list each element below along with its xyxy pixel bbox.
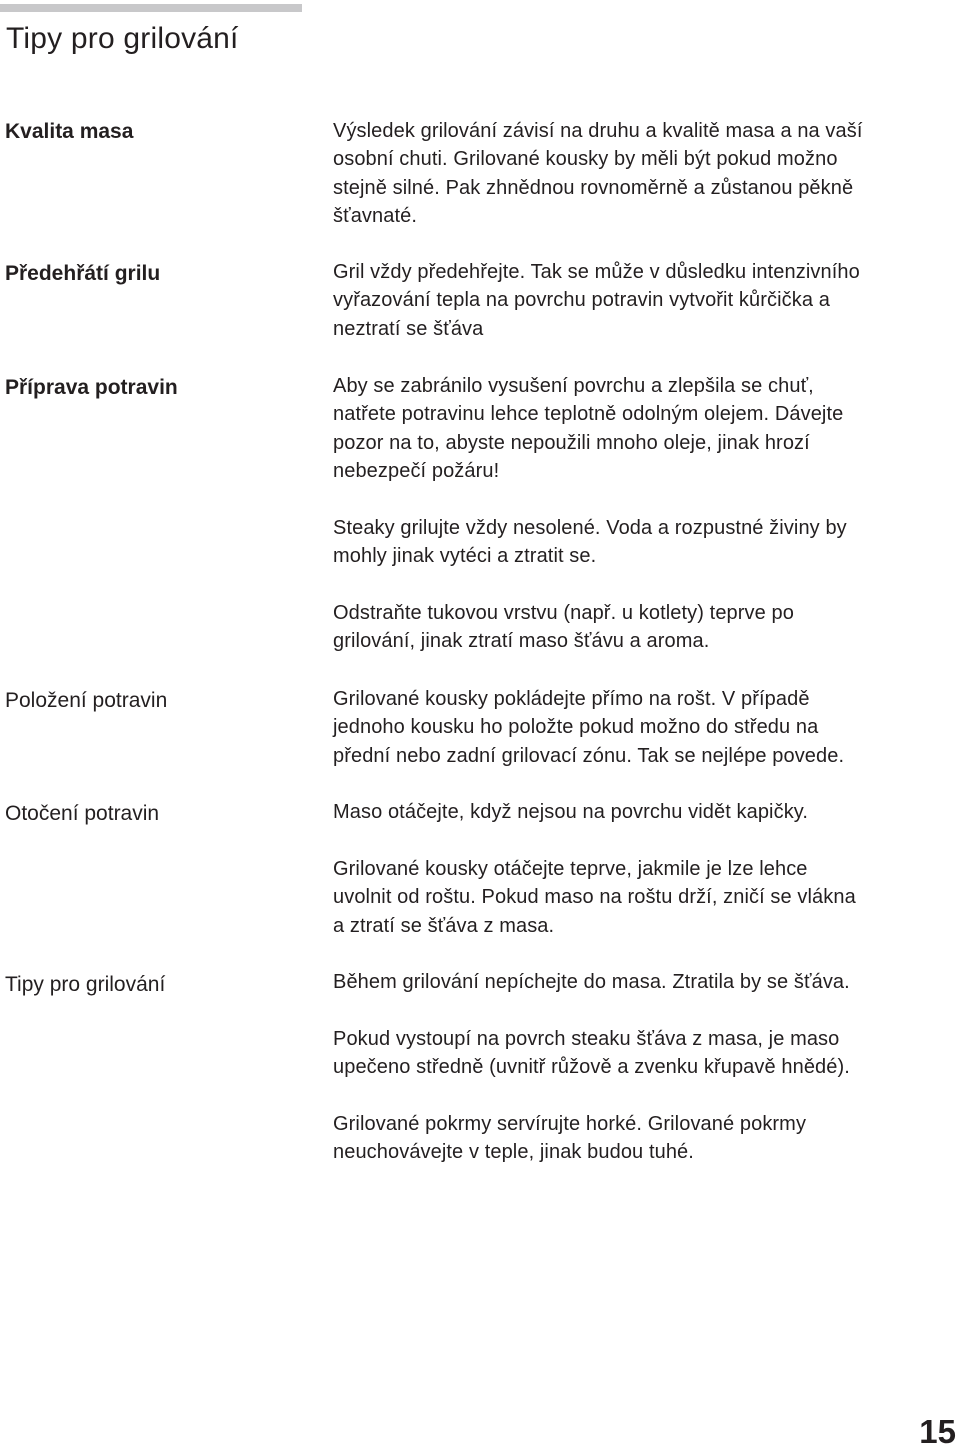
paragraph-otoceni-rost: Grilované kousky otáčejte teprve, jakmile je lze lehce uvolnit od roštu. Pokud maso na roštu drží, zničí se vlákna a ztratí se šťáva z masa.	[333, 858, 856, 937]
section-label-tipy-pro-grilovani: Tipy pro grilování	[5, 973, 166, 996]
section-label-priprava-potravin: Příprava potravin	[5, 376, 178, 399]
paragraph-polozeni-potravin: Grilované kousky pokládejte přímo na rošt. V případě jednoho kousku ho položte pokud možno do středu na přední nebo zadní grilovací zónu. Tak se nejlépe povede.	[333, 688, 845, 767]
paragraph-otoceni-kapicky: Maso otáčejte, když nejsou na povrchu vidět kapičky.	[333, 801, 809, 823]
header-rule	[0, 4, 302, 12]
paragraph-kvalita-masa: Výsledek grilování závisí na druhu a kvalitě masa a na vaší osobní chuti. Grilované kousky by měli být pokud možno stejně silné. Pak zhnědnou rovnoměrně a zůstanou pěkně šťavnaté.	[333, 120, 863, 228]
paragraph-predehrati-grilu: Gril vždy předehřejte. Tak se může v důsledku intenzivního vyřazování tepla na povrchu potravin vytvořit kůrčička a neztratí se šťáva	[333, 261, 860, 340]
page-number: 15	[919, 1413, 956, 1450]
paragraph-priprava-steaky: Steaky grilujte vždy nesolené. Voda a rozpustné živiny by mohly jinak vytéci a ztratit se.	[333, 517, 847, 568]
section-label-polozeni-potravin: Položení potravin	[5, 689, 168, 712]
section-label-kvalita-masa: Kvalita masa	[5, 120, 134, 143]
paragraph-tipy-servirovani: Grilované pokrmy servírujte horké. Grilované pokrmy neuchovávejte v teple, jinak budou tuhé.	[333, 1113, 807, 1164]
paragraph-tipy-nepichejte: Během grilování nepíchejte do masa. Ztratila by se šťáva.	[333, 971, 850, 993]
page-title: Tipy pro grilování	[6, 22, 239, 55]
paragraph-priprava-olej: Aby se zabránilo vysušení povrchu a zlepšila se chuť, natřete potravinu lehce teplotně odolným olejem. Dávejte pozor na to, abyste nepoužili mnoho oleje, jinak hrozí nebezpečí požáru!	[333, 375, 844, 483]
section-label-otoceni-potravin: Otočení potravin	[5, 802, 160, 825]
section-label-predehrati-grilu: Předehřátí grilu	[5, 262, 161, 285]
paragraph-priprava-tukova-vrstva: Odstraňte tukovou vrstvu (např. u kotlety) teprve po grilování, jinak ztratí maso šťávu a aroma.	[333, 602, 794, 653]
paragraph-tipy-stredne: Pokud vystoupí na povrch steaku šťáva z masa, je maso upečeno středně (uvnitř růžově a zvenku křupavě hnědé).	[333, 1028, 850, 1079]
